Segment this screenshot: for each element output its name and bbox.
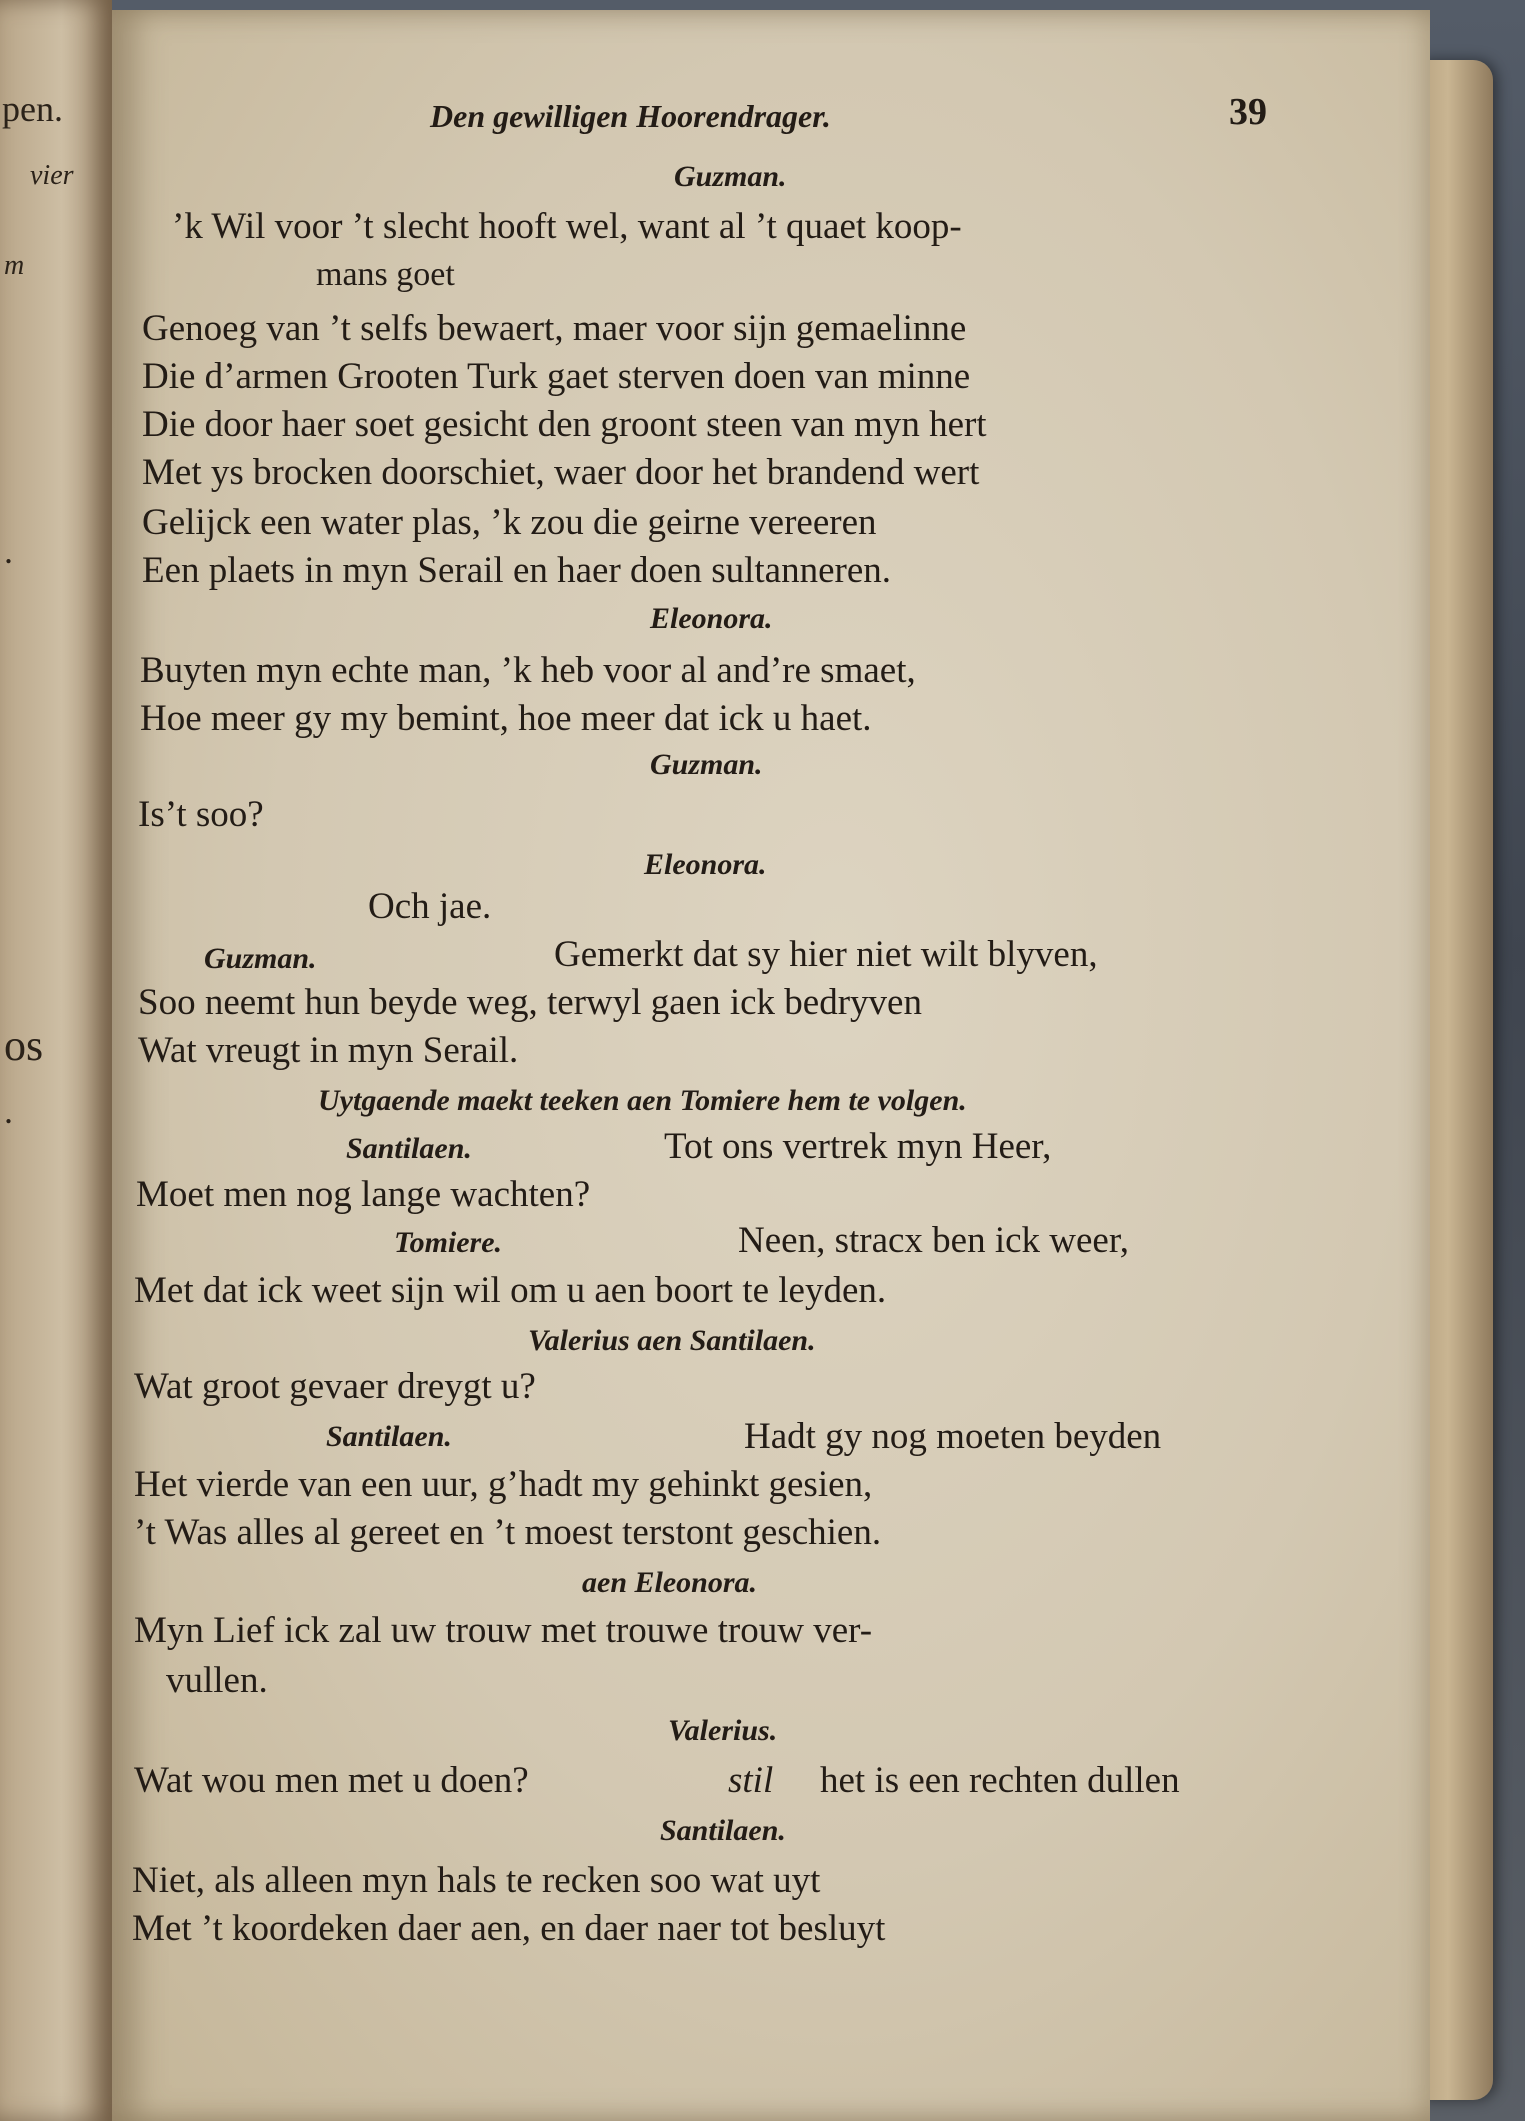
- text-line: Hadt gy nog moeten beyden: [744, 1416, 1162, 1457]
- speaker-label: Tomiere.: [394, 1226, 503, 1259]
- speaker-label: Guzman.: [204, 942, 317, 975]
- text-line: Soo neemt hun beyde weg, terwyl gaen ick bedryven: [138, 982, 922, 1023]
- text-line: Tot ons vertrek myn Heer,: [664, 1126, 1052, 1167]
- text-line: Wat wou men met u doen?: [134, 1760, 529, 1801]
- text-line: mans goet: [316, 256, 455, 293]
- text-line: Neen, stracx ben ick weer,: [738, 1220, 1129, 1261]
- text-line: Het vierde van een uur, g’hadt my gehinkt gesien,: [134, 1464, 873, 1505]
- page-number: 39: [1229, 91, 1267, 133]
- text-line: Een plaets in myn Serail en haer doen sultanneren.: [142, 550, 891, 591]
- text-line: Hoe meer gy my bemint, hoe meer dat ick u haet.: [140, 698, 872, 739]
- text-line: Moet men nog lange wachten?: [136, 1174, 591, 1215]
- text-line: Och jae.: [368, 886, 492, 927]
- left-page-fragment: pen.: [2, 89, 63, 129]
- book-page: [112, 10, 1430, 2121]
- speaker-label: Eleonora.: [650, 602, 773, 635]
- text-line: Wat groot gevaer dreygt u?: [134, 1366, 536, 1407]
- left-page-fragment: m: [4, 250, 25, 281]
- text-line: stil: [728, 1760, 774, 1801]
- text-line: Gemerkt dat sy hier niet wilt blyven,: [554, 934, 1098, 975]
- left-page-fragment: .: [4, 531, 13, 571]
- running-head: Den gewilligen Hoorendrager.: [430, 98, 831, 134]
- stage-direction: Uytgaende maekt teeken aen Tomiere hem te volgen.: [318, 1084, 967, 1117]
- text-line: Wat vreugt in myn Serail.: [138, 1030, 519, 1071]
- text-line: Met ys brocken doorschiet, waer door het brandend wert: [142, 452, 980, 493]
- text-line: Genoeg van ’t selfs bewaert, maer voor sijn gemaelinne: [142, 308, 967, 349]
- left-page-fragment: os: [4, 1021, 44, 1070]
- speaker-label: Valerius.: [668, 1714, 778, 1747]
- previous-page-edge: [0, 0, 112, 2121]
- speaker-label: Guzman.: [650, 748, 763, 781]
- text-line: Gelijck een water plas, ’k zou die geirne vereeren: [142, 502, 877, 543]
- text-line: Met ’t koordeken daer aen, en daer naer tot besluyt: [132, 1908, 886, 1949]
- text-line: Myn Lief ick zal uw trouw met trouwe trouw ver-: [134, 1610, 873, 1651]
- text-line: vullen.: [166, 1660, 268, 1701]
- left-page-fragment: vier: [30, 160, 74, 191]
- speaker-label: Guzman.: [674, 160, 787, 193]
- text-line: het is een rechten dullen: [820, 1760, 1180, 1801]
- speaker-label: Santilaen.: [326, 1420, 452, 1453]
- text-line: Buyten myn echte man, ’k heb voor al and’re smaet,: [140, 650, 916, 691]
- speaker-label: Santilaen.: [660, 1814, 786, 1847]
- text-line: Is’t soo?: [138, 794, 264, 835]
- text-line: Met dat ick weet sijn wil om u aen boort te leyden.: [134, 1270, 887, 1311]
- speaker-label: Valerius aen Santilaen.: [528, 1324, 816, 1357]
- left-page-fragment: .: [4, 1091, 13, 1131]
- text-line: ’t Was alles al gereet en ’t moest terstont geschien.: [134, 1512, 882, 1553]
- text-line: ’k Wil voor ’t slecht hooft wel, want al ’t quaet koop-: [172, 206, 962, 247]
- text-line: Niet, als alleen myn hals te recken soo wat uyt: [132, 1860, 821, 1901]
- stage-direction: aen Eleonora.: [582, 1566, 758, 1599]
- text-line: Die d’armen Grooten Turk gaet sterven doen van minne: [142, 356, 971, 397]
- speaker-label: Santilaen.: [346, 1132, 472, 1165]
- text-line: Die door haer soet gesicht den groont steen van myn hert: [142, 404, 987, 445]
- speaker-label: Eleonora.: [644, 848, 767, 881]
